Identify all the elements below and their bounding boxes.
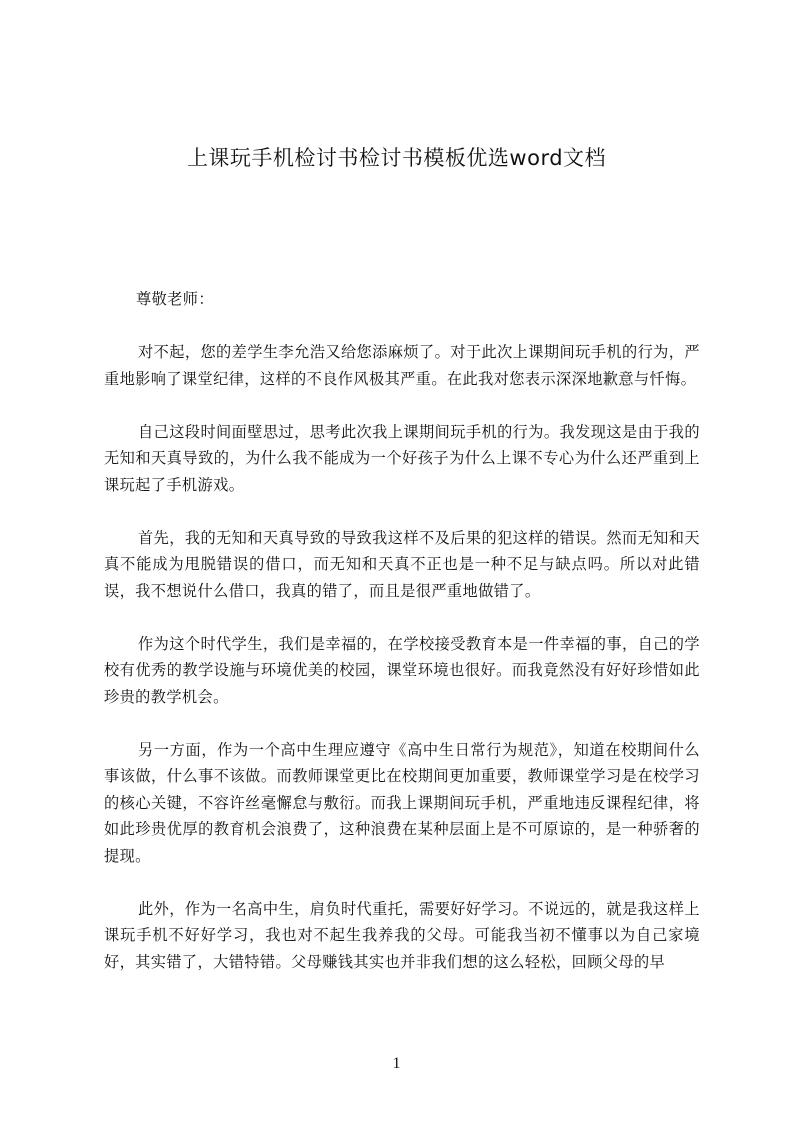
paragraph-apology: 对不起，您的差学生李允浩又给您添麻烦了。对于此次上课期间玩手机的行为，严重地影响了课堂纪律，这样的不良作风极其严重。在此我对您表示深深地歉意与忏悔。 xyxy=(104,343,700,388)
document-title: 上课玩手机检讨书检讨书模板优选word文档 xyxy=(186,146,607,170)
paragraph-other-aspect: 另一方面，作为一个高中生理应遵守《高中生日常行为规范》，知道在校期间什么事该做，什么事不该做。而教师课堂更比在校期间更加重要，教师课堂学习是在校学习的核心关键，不容许丝毫懈怠与敷衍。而我上课期间玩手机，严重地违反课程纪律，将如此珍贵优厚的教育机会浪费了，这种浪费在某种层面上是不可原谅的，是一种骄奢的提现。 xyxy=(104,740,700,865)
salutation: 尊敬老师： xyxy=(136,290,214,308)
paragraph-moreover: 此外，作为一名高中生，肩负时代重托，需要好好学习。不说远的，就是我这样上课玩手机不好好学习，我也对不起生我养我的父母。可能我当初不懂事以为自己家境好，其实错了，大错特错。父母赚钱其实也并非我们想的这么轻松，回顾父母的早 xyxy=(104,899,700,971)
paragraph-first-point: 首先，我的无知和天真导致的导致我这样不及后果的犯这样的错误。然而无知和天真不能成为甩脱错误的借口，而无知和天真不正也是一种不足与缺点吗。所以对此错误，我不想说什么借口，我真的错了，而且是很严重地做错了。 xyxy=(104,528,700,600)
page-number: 1 xyxy=(392,1055,401,1072)
document-body xyxy=(104,286,700,1002)
paragraph-student-era: 作为这个时代学生，我们是幸福的，在学校接受教育本是一件幸福的事，自己的学校有优秀的教学设施与环境优美的校园，课堂环境也很好。而我竟然没有好好珍惜如此珍贵的教学机会。 xyxy=(104,634,700,706)
paragraph-reflection: 自己这段时间面壁思过，思考此次我上课期间玩手机的行为。我发现这是由于我的无知和天真导致的，为什么我不能成为一个好孩子为什么上课不专心为什么还严重到上课玩起了手机游戏。 xyxy=(104,422,700,494)
